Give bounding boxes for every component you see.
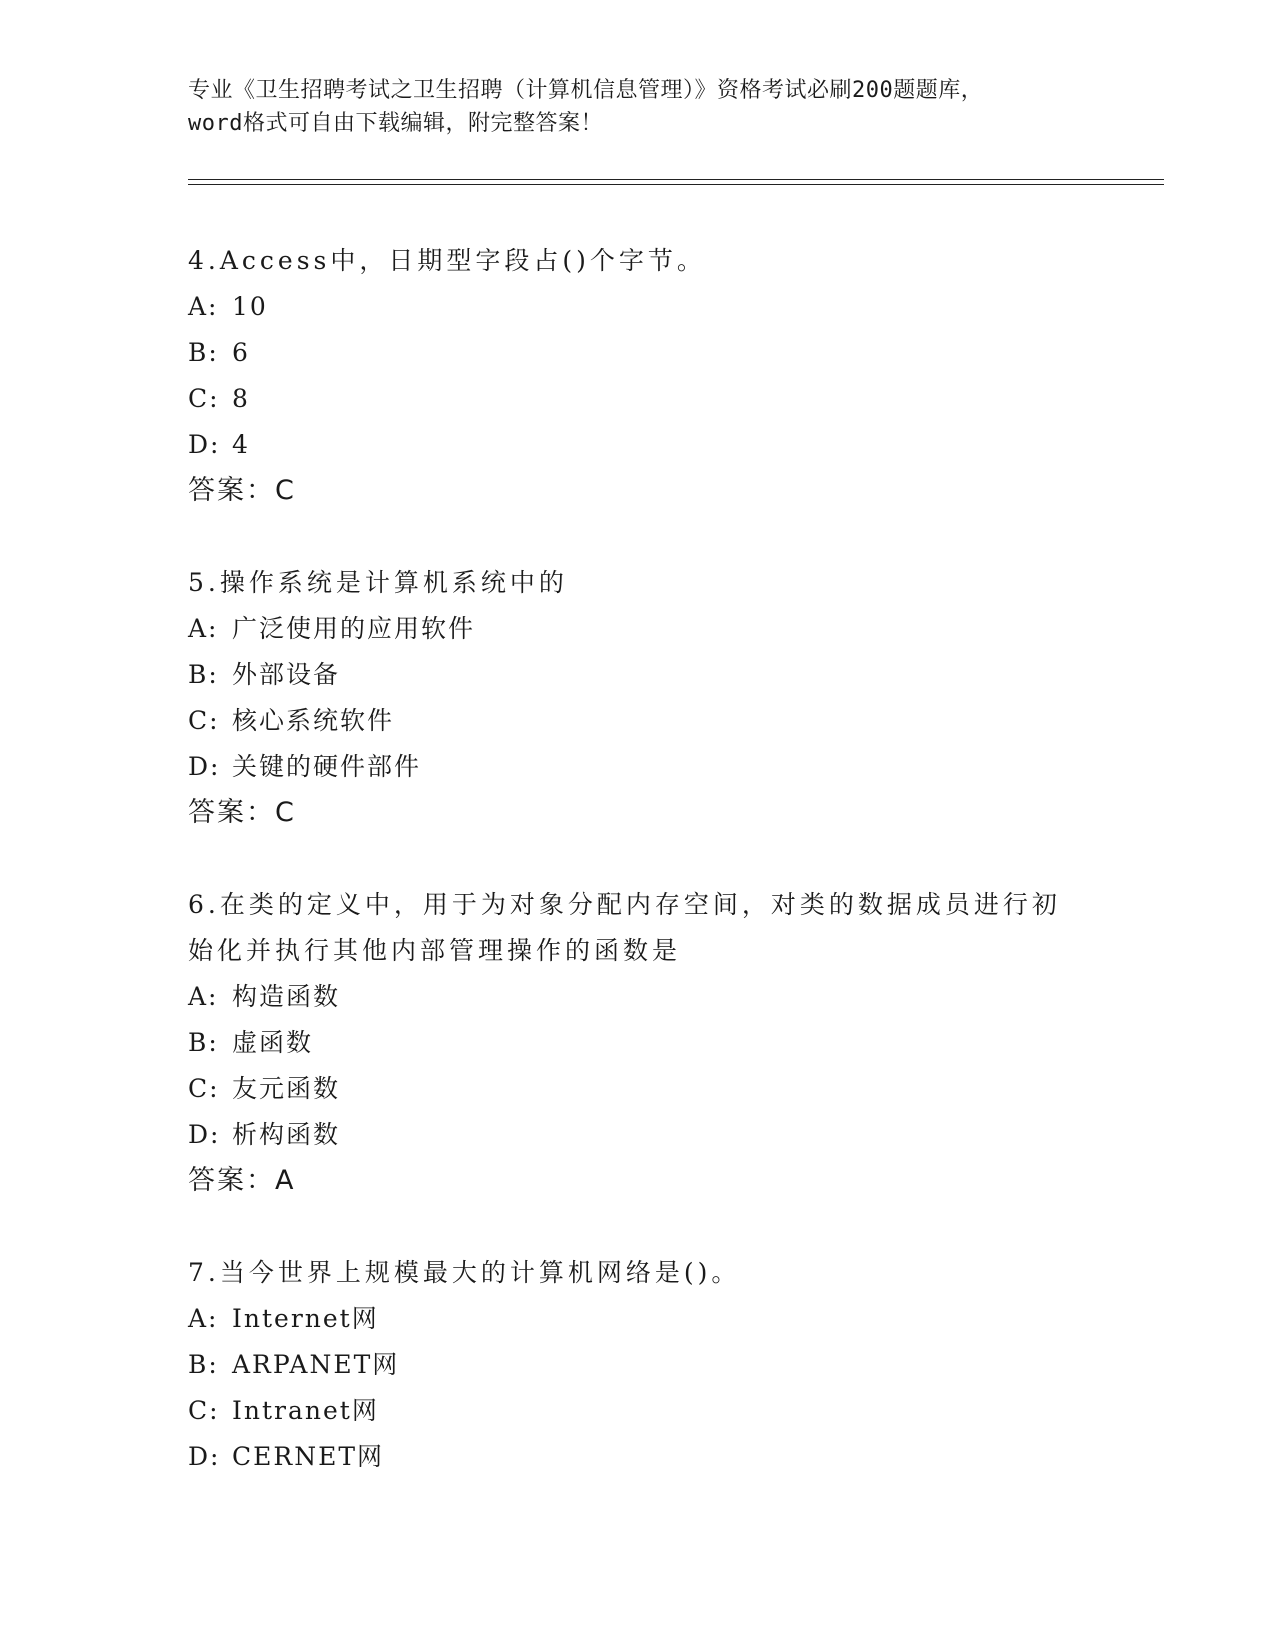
question-item [188,560,1088,836]
header-line-2: word格式可自由下载编辑，附完整答案！ [188,111,603,136]
option-b [188,652,1088,698]
option-c [188,1066,1088,1112]
option-key: D: [188,1442,221,1471]
option-key: C: [188,706,220,735]
question-item [188,1250,1088,1480]
option-key: C: [188,384,220,413]
option-text: CERNET网 [232,1442,385,1471]
answer-line: 答案：C [188,475,296,506]
question-list [188,238,1088,1526]
option-key: B: [188,1350,219,1379]
option-key: A: [188,614,219,643]
option-text: ARPANET网 [232,1350,400,1379]
option-key: A: [188,1304,219,1333]
option-key: C: [188,1396,220,1425]
option-d [188,1112,1088,1158]
option-text: 析构函数 [232,1120,341,1149]
option-d [188,1434,1088,1480]
question-stem: 5.操作系统是计算机系统中的 [188,568,568,597]
option-key: A: [188,982,219,1011]
option-text: 6 [232,338,250,367]
option-text: Internet网 [232,1304,379,1333]
option-text: 4 [232,430,250,459]
option-text: 构造函数 [232,982,341,1011]
option-d [188,744,1088,790]
question-item [188,882,1088,1204]
option-text: 广泛使用的应用软件 [232,614,476,643]
option-a [188,974,1088,1020]
question-stem: 7.当今世界上规模最大的计算机网络是()。 [188,1258,741,1287]
option-key: D: [188,1120,221,1149]
option-text: 关键的硬件部件 [232,752,422,781]
option-text: Intranet网 [232,1396,379,1425]
option-text: 外部设备 [232,660,341,689]
option-key: C: [188,1074,220,1103]
option-c [188,376,1088,422]
question-stem: 4.Access中，日期型字段占()个字节。 [188,246,706,275]
option-text: 8 [232,384,250,413]
option-c [188,1388,1088,1434]
answer-line: 答案：A [188,1165,296,1196]
option-text: 核心系统软件 [232,706,395,735]
document-header [188,74,1088,140]
option-key: D: [188,752,221,781]
option-key: D: [188,430,221,459]
header-line-1: 专业《卫生招聘考试之卫生招聘（计算机信息管理）》资格考试必刷200题题库， [188,78,984,103]
option-key: B: [188,1028,219,1057]
option-a [188,606,1088,652]
header-divider-bottom [188,184,1164,185]
option-c [188,698,1088,744]
option-key: B: [188,660,219,689]
option-text: 友元函数 [232,1074,341,1103]
option-a [188,284,1088,330]
option-b [188,1020,1088,1066]
header-divider-top [188,179,1164,180]
option-key: B: [188,338,219,367]
option-b [188,1342,1088,1388]
option-b [188,330,1088,376]
option-d [188,422,1088,468]
option-key: A: [188,292,219,321]
answer-line: 答案：C [188,797,296,828]
option-text: 虚函数 [232,1028,314,1057]
question-item [188,238,1088,514]
option-a [188,1296,1088,1342]
question-stem: 6.在类的定义中，用于为对象分配内存空间，对类的数据成员进行初始化并执行其他内部管理操作的函数是 [188,890,1061,965]
option-text: 10 [232,292,268,321]
